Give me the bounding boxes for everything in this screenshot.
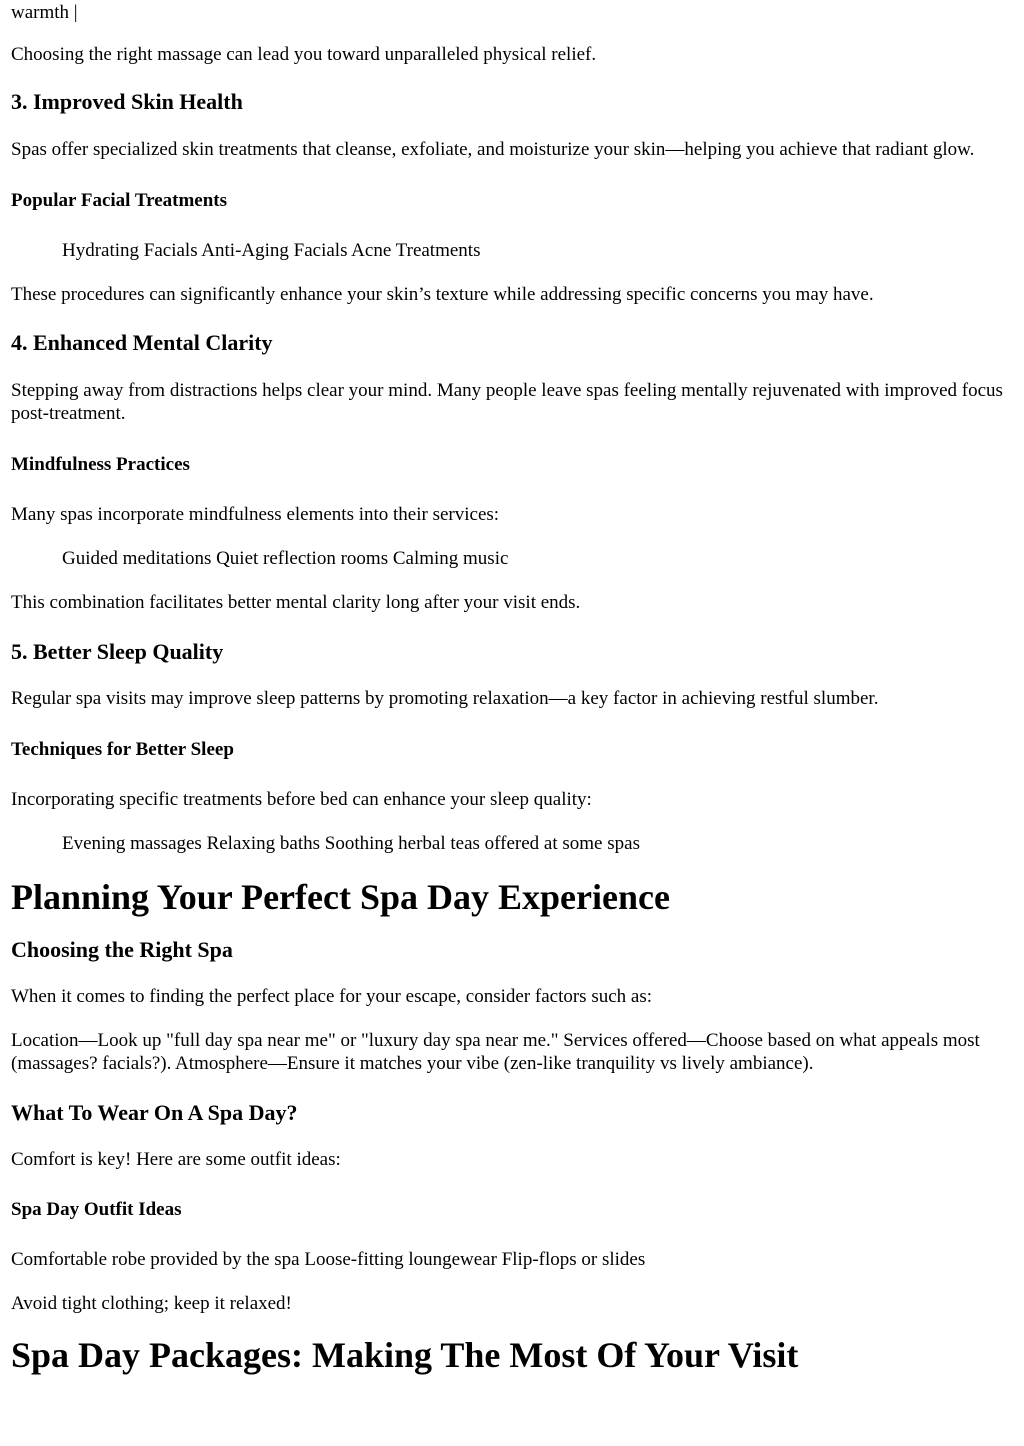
paragraph-comfort: Comfort is key! Here are some outfit ideas:: [11, 1149, 341, 1170]
paragraph-mindfulness: Many spas incorporate mindfulness elements into their services:: [11, 504, 500, 525]
heading-choosing-spa: Choosing the Right Spa: [11, 937, 233, 962]
paragraph-relief: Choosing the right massage can lead you toward unparalleled physical relief.: [11, 44, 597, 65]
heading-mental-clarity: 4. Enhanced Mental Clarity: [11, 330, 273, 355]
heading-what-to-wear: What To Wear On A Spa Day?: [11, 1100, 298, 1125]
heading-mindfulness: Mindfulness Practices: [11, 454, 190, 475]
paragraph-texture: These procedures can significantly enhance your skin’s texture while addressing specific concerns you may have.: [11, 284, 874, 305]
heading-sleep-techniques: Techniques for Better Sleep: [11, 739, 234, 760]
paragraph-techniques: Incorporating specific treatments before bed can enhance your sleep quality:: [11, 789, 592, 810]
list-sleep-techniques: Evening massages Relaxing baths Soothing herbal teas offered at some spas: [62, 833, 640, 854]
text-fragment: warmth |: [11, 2, 78, 23]
heading-spa-packages: Spa Day Packages: Making The Most Of Your Visit: [11, 1335, 799, 1375]
paragraph-avoid: Avoid tight clothing; keep it relaxed!: [11, 1293, 292, 1314]
list-facial-treatments: Hydrating Facials Anti-Aging Facials Acne Treatments: [62, 240, 481, 261]
list-outfit-ideas: Comfortable robe provided by the spa Loose-fitting loungewear Flip-flops or slides: [11, 1249, 646, 1270]
heading-facial-treatments: Popular Facial Treatments: [11, 190, 228, 211]
paragraph-combination: This combination facilitates better mental clarity long after your visit ends.: [11, 592, 581, 613]
paragraph-clarity: Stepping away from distractions helps clear your mind. Many people leave spas feeling mentally rejuvenated with improved focus post-treatment.: [11, 380, 1003, 424]
heading-sleep-quality: 5. Better Sleep Quality: [11, 639, 224, 664]
heading-skin-health: 3. Improved Skin Health: [11, 89, 243, 114]
paragraph-choosing: When it comes to finding the perfect place for your escape, consider factors such as:: [11, 986, 652, 1007]
heading-planning: Planning Your Perfect Spa Day Experience: [11, 877, 670, 917]
heading-outfit-ideas: Spa Day Outfit Ideas: [11, 1199, 182, 1220]
paragraph-skin: Spas offer specialized skin treatments that cleanse, exfoliate, and moisturize your skin—helping you achieve that radiant glow.: [11, 139, 975, 160]
list-mindfulness: Guided meditations Quiet reflection rooms Calming music: [62, 548, 509, 569]
paragraph-sleep: Regular spa visits may improve sleep patterns by promoting relaxation—a key factor in achieving restful slumber.: [11, 688, 879, 709]
paragraph-location: Location—Look up "full day spa near me" or "luxury day spa near me." Services offered—Choose based on what appeals most (massages? facials?). Atmosphere—Ensure it matches your vibe (zen-like tranquility vs lively ambiance).: [11, 1030, 980, 1074]
